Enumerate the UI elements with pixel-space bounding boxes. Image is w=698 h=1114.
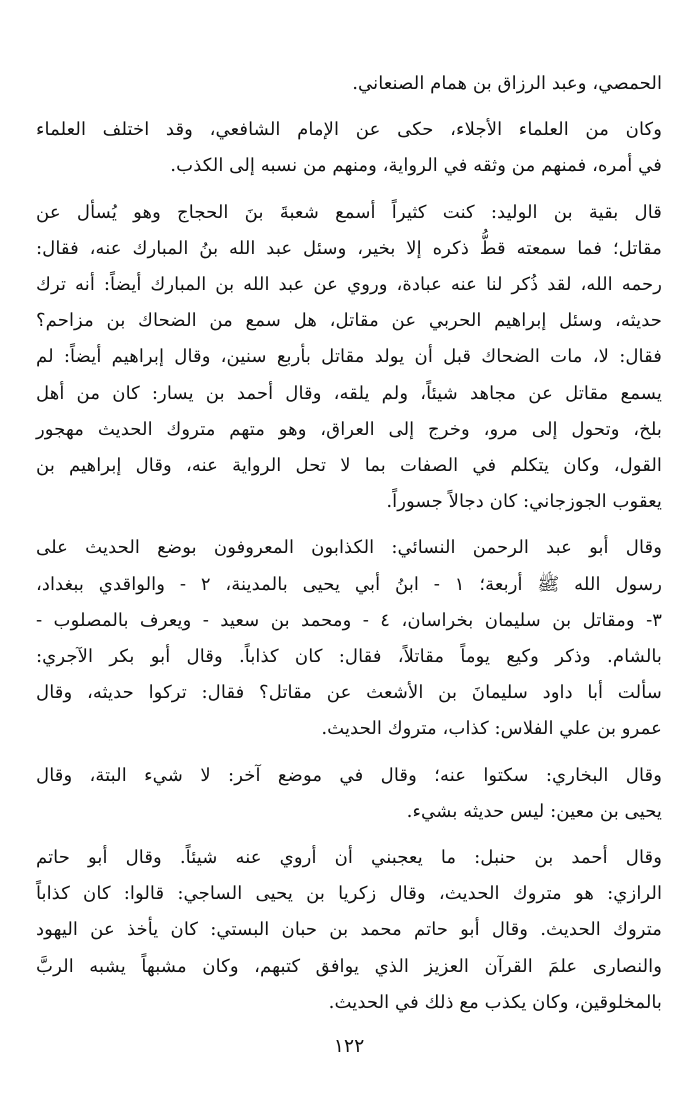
paragraph-6	[36, 840, 662, 1021]
text-line: يعقوب الجوزجاني: كان دجالاً جسوراً.	[386, 491, 662, 513]
text-line: وكان من العلماء الأجلاء، حكى عن الإمام الشافعي، وقد اختلف العلماء	[36, 119, 662, 141]
text-line: فقال: لا، مات الضحاك قبل أن يولد مقاتل بأربع سنين، وقال إبراهيم أيضاً: لم	[36, 346, 662, 368]
text-line: يحيى بن معين: ليس حديثه بشيء.	[406, 800, 662, 822]
text-line: حديثه، وسئل إبراهيم الحربي عن مقاتل، هل سمع من الضحاك بن مزاحم؟	[36, 310, 662, 332]
text-line: متروك الحديث. وقال أبو حاتم محمد بن حبان البستي: كان يأخذ عن اليهود	[36, 919, 662, 941]
text-line: ٣- ومقاتل بن سليمان بخراسان، ٤ - ومحمد بن سعيد - ويعرف بالمصلوب -	[36, 609, 663, 631]
text-line: وقال أبو عبد الرحمن النسائي: الكذابون المعروفون بوضع الحديث على	[36, 537, 662, 559]
paragraph-3	[36, 195, 662, 521]
paragraph-2	[36, 112, 662, 184]
paragraph-4	[36, 530, 662, 747]
text-line: قال بقية بن الوليد: كنت كثيراً أسمع شعبةَ بنَ الحجاج وهو يُسأل عن	[36, 201, 662, 223]
text-line: والنصارى علمَ القرآن العزيز الذي يوافق كتبهم، وكان مشبهاً يشبه الربَّ	[36, 955, 662, 977]
text-line: رحمه الله، لقد ذُكر لنا عنه عبادة، وروي عن عبد الله بن المبارك أيضاً: أنه ترك	[36, 274, 662, 296]
page-number: ١٢٢	[333, 1035, 365, 1057]
text-line: القول، وكان يتكلم في الصفات بما لا تحل الرواية عنه، وقال إبراهيم بن	[36, 455, 662, 477]
paragraph-1	[36, 66, 662, 102]
text-line: وقال البخاري: سكتوا عنه؛ وقال في موضع آخر: لا شيء البتة، وقال	[36, 764, 662, 786]
text-line: رسول الله ﷺ أربعة؛ ١ - ابنُ أبي يحيى بالمدينة، ٢ - والواقدي ببغداد،	[36, 573, 662, 595]
text-line: مقاتل؛ فما سمعته قطُّ ذكره إلا بخير، وسئل عبد الله بنُ المبارك عنه، فقال:	[36, 237, 662, 259]
text-line: بلخ، وتحول إلى مرو، وخرج إلى العراق، وهو متهم متروك الحديث مهجور	[36, 418, 662, 440]
text-line: سألت أبا داود سليمانَ بن الأشعث عن مقاتل؟ فقال: تركوا حديثه، وقال	[36, 682, 662, 704]
text-line: وقال أحمد بن حنبل: ما يعجبني أن أروي عنه شيئاً. وقال أبو حاتم	[36, 847, 662, 869]
text-line: في أمره، فمنهم من وثقه في الرواية، ومنهم من نسبه إلى الكذب.	[170, 155, 662, 177]
text-line: بالشام. وذكر وكيع يوماً مقاتلاً، فقال: كان كذاباً. وقال أبو بكر الآجري:	[36, 646, 662, 668]
paragraph-5	[36, 758, 662, 830]
text-line: الحمصي، وعبد الرزاق بن همام الصنعاني.	[352, 73, 662, 94]
text-line: يسمع مقاتل عن مجاهد شيئاً، ولم يلقه، وقال أحمد بن يسار: كان من أهل	[36, 382, 662, 404]
text-line: بالمخلوقين، وكان يكذب مع ذلك في الحديث.	[328, 991, 662, 1013]
text-line: الرازي: هو متروك الحديث، وقال زكريا بن يحيى الساجي: قالوا: كان كذاباً	[36, 883, 662, 905]
text-line: عمرو بن علي الفلاس: كذاب، متروك الحديث.	[321, 718, 662, 740]
